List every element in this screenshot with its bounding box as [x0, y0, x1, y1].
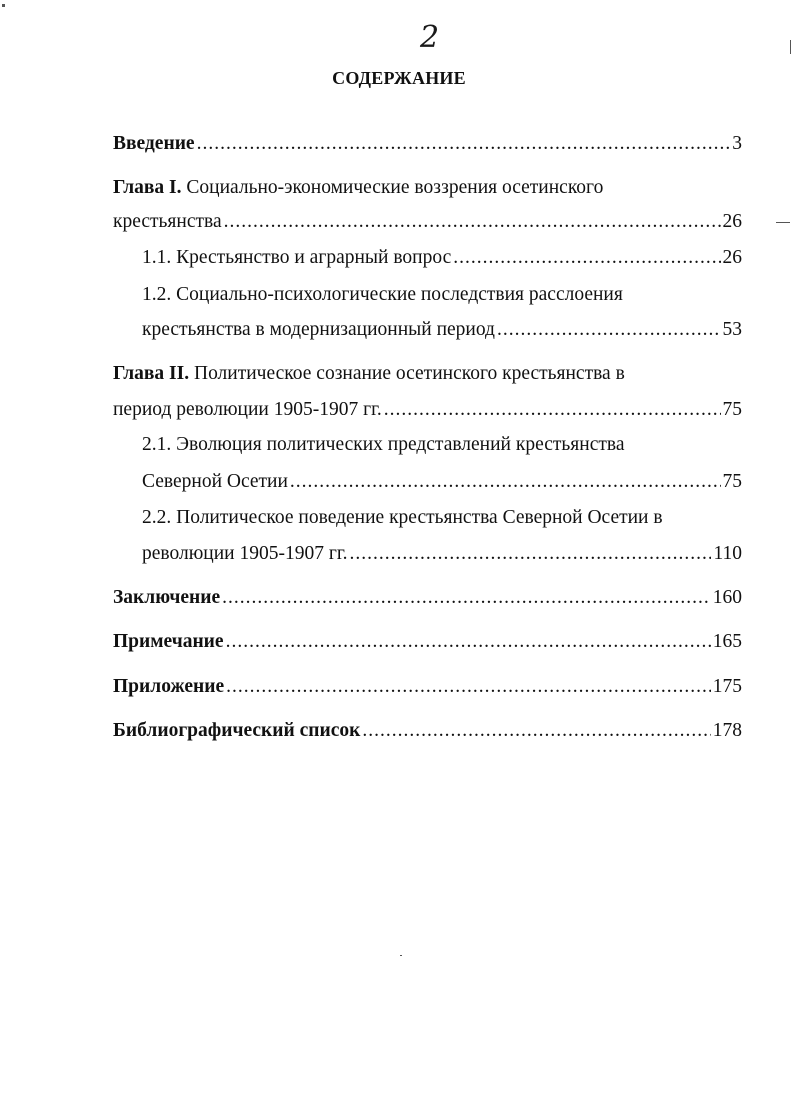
chapter-2-title: Политическое сознание осетинского крестьянства в: [193, 363, 625, 384]
toc-leader-dots: [362, 719, 710, 743]
toc-entry-chapter-2: [113, 398, 742, 422]
toc-leader-dots: [197, 132, 731, 156]
toc-entry-label: Примечание: [113, 631, 224, 652]
toc-page-number: 160: [712, 587, 742, 608]
toc-entry-section-1-1: [142, 246, 742, 270]
toc-leader-dots: [384, 398, 721, 422]
scan-speck: [2, 4, 5, 7]
scan-speck: [400, 955, 402, 956]
chapter-1-title: Социально-экономические воззрения осетинского: [186, 177, 604, 198]
toc-entry-label: Библиографический список: [113, 720, 361, 741]
toc-page-number: 178: [712, 720, 742, 741]
toc-page-number: 175: [712, 676, 742, 697]
toc-entry-label: период революции 1905-1907 гг.: [113, 399, 382, 420]
toc-entry-label: Приложение: [113, 676, 225, 697]
toc-page-number: 75: [722, 471, 742, 492]
toc-entry-section-2-2: [142, 542, 742, 566]
page-title: СОДЕРЖАНИЕ: [332, 68, 466, 88]
toc-page-number: 53: [722, 319, 742, 340]
toc-page-number: 26: [722, 247, 742, 268]
toc-entry-label: Введение: [113, 133, 195, 154]
toc-chapter-2-line1: [113, 362, 625, 386]
toc-page-number: 110: [713, 543, 742, 564]
toc-entry-label: революции 1905-1907 гг.: [142, 543, 348, 564]
toc-page-number: 75: [722, 399, 742, 420]
toc-leader-dots: [222, 586, 711, 610]
toc-leader-dots: [350, 542, 712, 566]
toc-chapter-1-line1: [113, 176, 603, 200]
toc-page-number: 26: [722, 211, 742, 232]
toc-leader-dots: [226, 630, 711, 654]
toc-section-2-2-line1: 2.2. Политическое поведение крестьянства Северной Осетии в: [142, 507, 663, 528]
toc-entry-section-1-2: [142, 318, 742, 342]
toc-entry-appendix: [113, 675, 742, 699]
toc-entry-notes: [113, 630, 742, 654]
toc-page-number: 3: [732, 133, 742, 154]
toc-entry-label: 1.1. Крестьянство и аграрный вопрос: [142, 247, 452, 268]
toc-entry-label: Заключение: [113, 587, 221, 608]
scan-speck: [776, 222, 790, 223]
toc-section-2-1-line1: 2.1. Эволюция политических представлений крестьянства: [142, 434, 625, 455]
chapter-2-heading: Глава II.: [113, 363, 190, 384]
toc-leader-dots: [453, 246, 720, 270]
toc-leader-dots: [290, 470, 721, 494]
toc-entry-introduction: [113, 132, 742, 156]
scan-speck: [790, 40, 791, 54]
toc-entry-chapter-1: [113, 210, 742, 234]
toc-entry-section-2-1: [142, 470, 742, 494]
toc-leader-dots: [226, 675, 711, 699]
toc-entry-label: Северной Осетии: [142, 471, 288, 492]
handwritten-page-number: 2: [420, 20, 440, 55]
toc-page-number: 165: [712, 631, 742, 652]
chapter-1-heading: Глава I.: [113, 177, 182, 198]
toc-section-1-2-line1: 1.2. Социально-психологические последствия расслоения: [142, 284, 623, 305]
toc-entry-label: крестьянства: [113, 211, 222, 232]
toc-leader-dots: [224, 210, 721, 234]
toc-leader-dots: [497, 318, 721, 342]
toc-entry-label: крестьянства в модернизационный период: [142, 319, 495, 340]
toc-entry-conclusion: [113, 586, 742, 610]
toc-entry-bibliography: [113, 719, 742, 743]
